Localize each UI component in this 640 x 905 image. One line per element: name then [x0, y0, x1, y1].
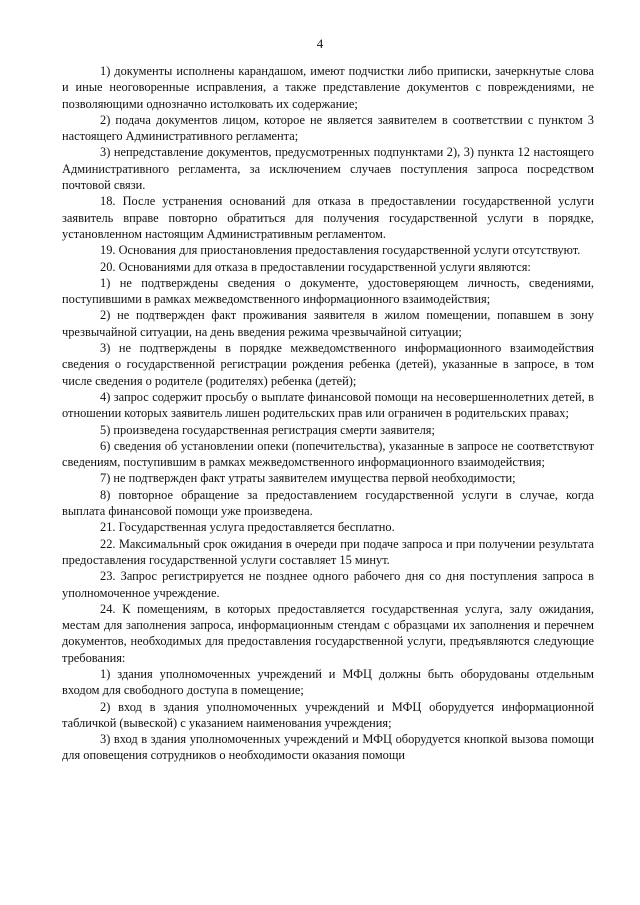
- paragraph: 24. К помещениям, в которых предоставляется государственная услуга, залу ожидания, местам для заполнения запроса, информационным стендам с образцами их заполнения и перечнем документов, необходимых для предоставления государственной услуги, предъявляются следующие требования:: [62, 601, 594, 665]
- paragraph: 1) документы исполнены карандашом, имеют подчистки либо приписки, зачеркнутые слова и иные неоговоренные исправления, а также представление документов с повреждениями, не позволяющими однозначно истолковать их содержание;: [62, 64, 594, 111]
- paragraph: 21. Государственная услуга предоставляется бесплатно.: [100, 520, 395, 535]
- paragraph: 23. Запрос регистрируется не позднее одного рабочего дня со дня поступления запроса в уполномоченное учреждение.: [62, 569, 594, 600]
- document-body: [62, 63, 594, 764]
- paragraph: 8) повторное обращение за предоставлением государственной услуги в случае, когда выплата финансовой помощи уже произведена.: [62, 487, 594, 519]
- paragraph: 2) подача документов лицом, которое не является заявителем в соответствии с пунктом 3 настоящего Административного регламента;: [62, 112, 594, 144]
- paragraph: 2) не подтвержден факт проживания заявителя в жилом помещении, попавшем в зону чрезвычайной ситуации, на день введения режима чрезвычайной ситуации;: [62, 308, 594, 339]
- paragraph: 1) здания уполномоченных учреждений и МФЦ должны быть оборудованы отдельным входом для свободного доступа в помещение;: [62, 666, 594, 698]
- paragraph: 18. После устранения оснований для отказа в предоставлении государственной услуги заявитель вправе повторно обратиться для получения государственной услуги в порядке, установленном настоящим Административным регламентом.: [62, 194, 594, 241]
- paragraph: 4) запрос содержит просьбу о выплате финансовой помощи на несовершеннолетних детей, в отношении которых заявитель лишен родительских прав или ограничен в родительских правах;: [62, 389, 594, 421]
- paragraph: 7) не подтвержден факт утраты заявителем имущества первой необходимости;: [100, 471, 516, 486]
- paragraph: 22. Максимальный срок ожидания в очереди при подаче запроса и при получении результата предоставления государственной услуги составляет 15 минут.: [62, 536, 594, 567]
- paragraph: 6) сведения об установлении опеки (попечительства), указанные в запросе не соответствуют сведениям, поступившим в рамках межведомственного информационного взаимодействия;: [62, 438, 594, 470]
- paragraph: 1) не подтверждены сведения о документе, удостоверяющем личность, сведениями, поступившими в рамках межведомственного информационного взаимодействия;: [62, 275, 594, 307]
- paragraph: 20. Основаниями для отказа в предоставлении государственной услуги являются:: [100, 259, 531, 274]
- paragraph: 19. Основания для приостановления предоставления государственной услуги отсутствуют.: [100, 243, 581, 258]
- page-number: 4: [316, 36, 324, 51]
- paragraph: 2) вход в здания уполномоченных учреждений и МФЦ оборудуется информационной табличкой (вывеской) с указанием наименования учреждения;: [62, 699, 594, 730]
- paragraph: 3) непредставление документов, предусмотренных подпунктами 2), 3) пункта 12 настоящего Административного регламента, за исключением случаев поступления запроса посредством почтовой связи.: [62, 145, 594, 193]
- paragraph: 5) произведена государственная регистрация смерти заявителя;: [100, 422, 435, 437]
- paragraph: 3) не подтверждены в порядке межведомственного информационного взаимодействия сведения о государственной регистрации рождения ребенка (детей), указанные в запросе, в том числе сведения о родителе (родителях) ребенка (детей);: [62, 341, 594, 388]
- paragraph: 3) вход в здания уполномоченных учреждений и МФЦ оборудуется кнопкой вызова помощи для оповещения сотрудников о необходимости оказания помощи: [62, 732, 594, 763]
